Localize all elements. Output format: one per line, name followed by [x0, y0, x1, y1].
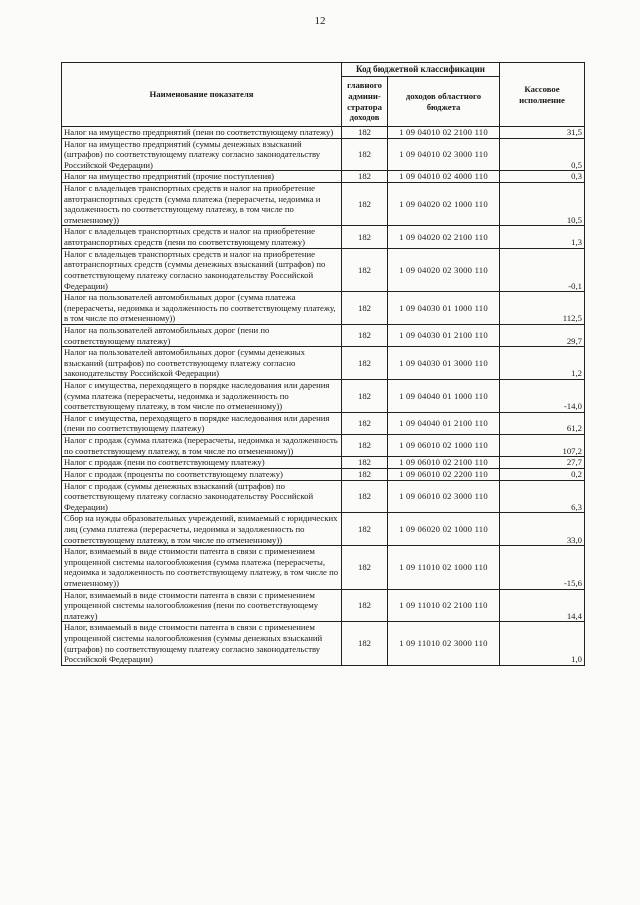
execution-amount-cell: -14,0 [500, 380, 585, 413]
header-regional-budget-income: доходов областного бюджета [388, 77, 500, 127]
admin-code-cell: 182 [342, 622, 388, 665]
indicator-name-cell: Налог, взимаемый в виде стоимости патента в связи с применением упрощенной системы налогообложения (пени по соответствующему платежу) [62, 589, 342, 622]
income-code-cell: 1 09 04010 02 3000 110 [388, 138, 500, 171]
execution-amount-cell: 112,5 [500, 292, 585, 325]
income-code-cell: 1 09 06010 02 2100 110 [388, 457, 500, 469]
table-row [62, 480, 585, 513]
admin-code-cell: 182 [342, 292, 388, 325]
table-row [62, 248, 585, 291]
indicator-name-cell: Налог с продаж (сумма платежа (перерасчеты, недоимка и задолженность по соответствующему платежу, в том числе по отмененному)) [62, 435, 342, 457]
admin-code-cell: 182 [342, 412, 388, 434]
admin-code-cell: 182 [342, 546, 388, 589]
income-code-cell: 1 09 06010 02 3000 110 [388, 480, 500, 513]
execution-amount-cell: 33,0 [500, 513, 585, 546]
indicator-name-cell: Налог с имущества, переходящего в порядке наследования или дарения (сумма платежа (перерасчеты, недоимка и задолженность по соответствующему платежу, в том числе по отмененному)) [62, 380, 342, 413]
income-code-cell: 1 09 04010 02 2100 110 [388, 127, 500, 139]
table-row [62, 622, 585, 665]
execution-amount-cell: 1,3 [500, 226, 585, 248]
indicator-name-cell: Налог на имущество предприятий (пени по соответствующему платежу) [62, 127, 342, 139]
execution-amount-cell: 6,3 [500, 480, 585, 513]
income-code-cell: 1 09 06010 02 2200 110 [388, 468, 500, 480]
page-number: 12 [314, 15, 326, 27]
indicator-name-cell: Налог на имущество предприятий (прочие поступления) [62, 171, 342, 183]
execution-amount-cell: 14,4 [500, 589, 585, 622]
indicator-name-cell: Налог с владельцев транспортных средств и налог на приобретение автотранспортных средств (сумма платежа (перерасчеты, недоимка и задолженность по соответствующему платежу, в том числе по отмененному)) [62, 183, 342, 226]
execution-amount-cell: 31,5 [500, 127, 585, 139]
income-code-cell: 1 09 04020 02 1000 110 [388, 183, 500, 226]
budget-classification-table [61, 62, 585, 666]
header-budget-classification-code: Код бюджетной классификации [342, 63, 500, 77]
table-row [62, 380, 585, 413]
table-row [62, 457, 585, 469]
execution-amount-cell: 107,2 [500, 435, 585, 457]
admin-code-cell: 182 [342, 226, 388, 248]
income-code-cell: 1 09 04040 01 2100 110 [388, 412, 500, 434]
execution-amount-cell: 1,2 [500, 347, 585, 380]
admin-code-cell: 182 [342, 183, 388, 226]
indicator-name-cell: Налог на пользователей автомобильных дорог (суммы денежных взысканий (штрафов) по соответствующему платежу согласно законодательству Российской Федерации) [62, 347, 342, 380]
income-code-cell: 1 09 11010 02 3000 110 [388, 622, 500, 665]
admin-code-cell: 182 [342, 589, 388, 622]
header-cash-execution: Кассовое исполнение [500, 63, 585, 127]
execution-amount-cell: 0,3 [500, 171, 585, 183]
header-indicator-name: Наименование показателя [62, 63, 342, 127]
admin-code-cell: 182 [342, 127, 388, 139]
table-row [62, 171, 585, 183]
execution-amount-cell: -15,6 [500, 546, 585, 589]
income-code-cell: 1 09 11010 02 2100 110 [388, 589, 500, 622]
income-code-cell: 1 09 06020 02 1000 110 [388, 513, 500, 546]
indicator-name-cell: Налог на пользователей автомобильных дорог (сумма платежа (перерасчеты, недоимка и задолженность по соответствующему платежу, в том числе по отмененному)) [62, 292, 342, 325]
table-row [62, 183, 585, 226]
admin-code-cell: 182 [342, 248, 388, 291]
indicator-name-cell: Налог на имущество предприятий (суммы денежных взысканий (штрафов) по соответствующему платежу согласно законодательству Российской Федерации) [62, 138, 342, 171]
header-chief-administrator: главного админи-стратора доходов [342, 77, 388, 127]
indicator-name-cell: Налог на пользователей автомобильных дорог (пени по соответствующему платежу) [62, 324, 342, 346]
income-code-cell: 1 09 04030 01 2100 110 [388, 324, 500, 346]
execution-amount-cell: 1,0 [500, 622, 585, 665]
indicator-name-cell: Сбор на нужды образовательных учреждений, взимаемый с юридических лиц (сумма платежа (перерасчеты, недоимка и задолженность по соответствующему платежу, в том числе по отмененному)) [62, 513, 342, 546]
income-code-cell: 1 09 04020 02 2100 110 [388, 226, 500, 248]
admin-code-cell: 182 [342, 380, 388, 413]
admin-code-cell: 182 [342, 435, 388, 457]
indicator-name-cell: Налог с продаж (пени по соответствующему платежу) [62, 457, 342, 469]
indicator-name-cell: Налог с владельцев транспортных средств и налог на приобретение автотранспортных средств (пени по соответствующему платежу) [62, 226, 342, 248]
admin-code-cell: 182 [342, 480, 388, 513]
indicator-name-cell: Налог, взимаемый в виде стоимости патента в связи с применением упрощенной системы налогообложения (суммы денежных взысканий (штрафов) по соответствующему платежу согласно законодательству Российской Федерации) [62, 622, 342, 665]
admin-code-cell: 182 [342, 513, 388, 546]
execution-amount-cell: -0,1 [500, 248, 585, 291]
indicator-name-cell: Налог с продаж (суммы денежных взысканий (штрафов) по соответствующему платежу согласно законодательству Российской Федерации) [62, 480, 342, 513]
execution-amount-cell: 10,5 [500, 183, 585, 226]
table-row [62, 347, 585, 380]
table-row [62, 324, 585, 346]
admin-code-cell: 182 [342, 138, 388, 171]
execution-amount-cell: 27,7 [500, 457, 585, 469]
income-code-cell: 1 09 04010 02 4000 110 [388, 171, 500, 183]
income-code-cell: 1 09 04030 01 1000 110 [388, 292, 500, 325]
income-code-cell: 1 09 04040 01 1000 110 [388, 380, 500, 413]
table-row [62, 513, 585, 546]
execution-amount-cell: 29,7 [500, 324, 585, 346]
table-row [62, 589, 585, 622]
table-row [62, 435, 585, 457]
table-row [62, 546, 585, 589]
table-row [62, 468, 585, 480]
execution-amount-cell: 0,2 [500, 468, 585, 480]
table-row [62, 292, 585, 325]
admin-code-cell: 182 [342, 171, 388, 183]
execution-amount-cell: 0,5 [500, 138, 585, 171]
indicator-name-cell: Налог с имущества, переходящего в порядке наследования или дарения (пени по соответствующему платежу) [62, 412, 342, 434]
table-row [62, 127, 585, 139]
admin-code-cell: 182 [342, 457, 388, 469]
table-row [62, 138, 585, 171]
table-row [62, 412, 585, 434]
income-code-cell: 1 09 11010 02 1000 110 [388, 546, 500, 589]
income-code-cell: 1 09 06010 02 1000 110 [388, 435, 500, 457]
indicator-name-cell: Налог, взимаемый в виде стоимости патента в связи с применением упрощенной системы налогообложения (сумма платежа (перерасчеты, недоимка и задолженность по соответствующему платежу, в том числе по отмененному)) [62, 546, 342, 589]
income-code-cell: 1 09 04020 02 3000 110 [388, 248, 500, 291]
admin-code-cell: 182 [342, 468, 388, 480]
indicator-name-cell: Налог с продаж (проценты по соответствующему платежу) [62, 468, 342, 480]
indicator-name-cell: Налог с владельцев транспортных средств и налог на приобретение автотранспортных средств (суммы денежных взысканий (штрафов) по соответствующему платежу согласно законодательству Российской Федерации) [62, 248, 342, 291]
admin-code-cell: 182 [342, 347, 388, 380]
execution-amount-cell: 61,2 [500, 412, 585, 434]
table-row [62, 226, 585, 248]
admin-code-cell: 182 [342, 324, 388, 346]
income-code-cell: 1 09 04030 01 3000 110 [388, 347, 500, 380]
